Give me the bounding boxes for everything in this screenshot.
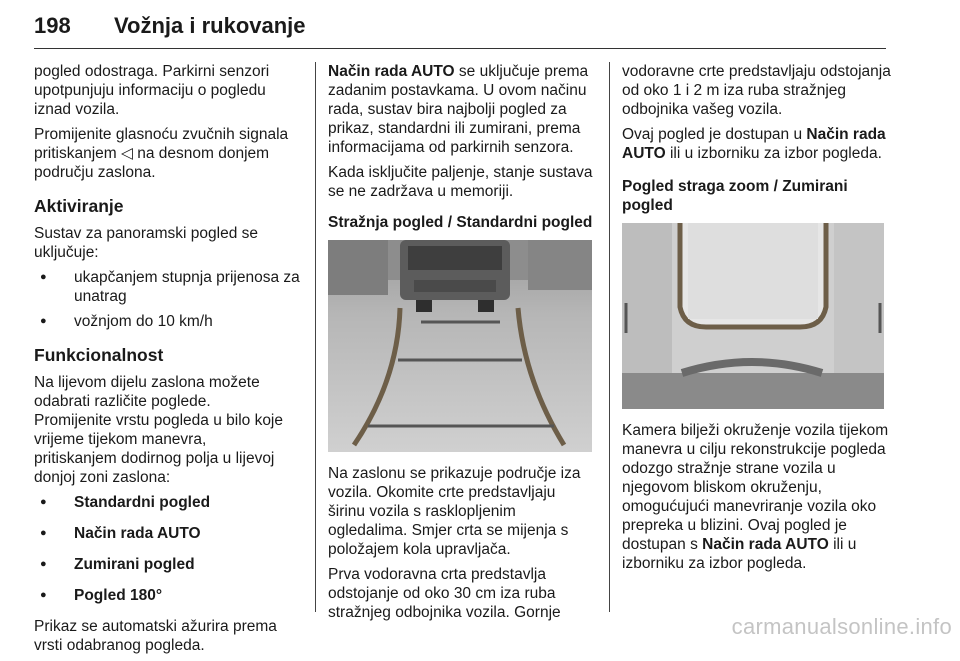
paragraph <box>622 125 892 163</box>
list-item: ● vožnjom do 10 km/h <box>34 312 304 331</box>
page-title: Vožnja i rukovanje <box>114 13 306 38</box>
view-list <box>34 493 304 605</box>
paragraph: Promijenite glasnoću zvučnih signala pritiskanjem ◁ na desnom donjem području zaslona. <box>34 126 289 181</box>
column-divider <box>315 62 316 612</box>
list-item: ● Standardni pogled <box>34 493 304 512</box>
column-divider <box>609 62 610 612</box>
heading-activation: Aktiviranje <box>34 196 124 216</box>
paragraph: vodoravne crte predstavljaju odstojanja od oko 1 i 2 m iza ruba stražnjeg odbojnika vašeg vozila. <box>622 63 891 118</box>
paragraph <box>622 421 892 573</box>
paragraph-text: ili u izborniku za izbor pogleda. <box>622 536 857 572</box>
paragraph <box>328 62 596 157</box>
paragraph: pogled odostraga. Parkirni senzori upotpunjuju informaciju o pogledu iznad vozila. <box>34 63 270 118</box>
paragraph: Prva vodoravna crta predstavlja odstojanje od oko 30 cm iza ruba stražnjeg odbojnika vozila. Gornje <box>328 566 561 621</box>
paragraph: Kada isključite paljenje, stanje sustava se ne zadržava u memoriji. <box>328 164 593 200</box>
column-middle <box>328 62 596 628</box>
paragraph: Prikaz se automatski ažurira prema vrsti odabranog pogleda. <box>34 618 277 654</box>
subheading-zoom-view: Pogled straga zoom / Zumirani pogled <box>622 178 848 214</box>
paragraph: Sustav za panoramski pogled se uključuje: <box>34 225 259 261</box>
list-item: ● Zumirani pogled <box>34 555 304 574</box>
paragraph: Promijenite vrstu pogleda u bilo koje vrijeme tijekom manevra, <box>34 412 283 448</box>
paragraph: pritiskanjem dodirnog polja u lijevoj donjoj zoni zaslona: <box>34 450 275 486</box>
page-number: 198 <box>34 13 71 38</box>
paragraph-text: Ovaj pogled je dostupan u <box>622 126 807 143</box>
subheading-standard-view: Stražnja pogled / Standardni pogled <box>328 214 593 231</box>
list-item: ● ukapčanjem stupnja prijenosa za unatrag <box>34 268 304 306</box>
paragraph-text: Kamera bilježi okruženje vozila tijekom manevra u cilju rekonstrukcije pogleda odozgo stražnje strane vozila u njegovom bliskom okruženju, omogućujući manevriranje vozila oko prepreka u blizini. Ovaj pogled je dostupan s <box>622 422 889 553</box>
bold-term: Način rada AUTO <box>622 126 886 162</box>
paragraph: Na zaslonu se prikazuje područje iza vozila. Okomite crte predstavljaju širinu vozila s rasklopljenim ogledalima. Smjer crta se mijenja s položajem kola upravljača. <box>328 465 581 558</box>
list-item: ● Pogled 180° <box>34 586 304 605</box>
page-header <box>34 4 886 49</box>
column-left <box>34 62 304 661</box>
paragraph-text: ili u izborniku za izbor pogleda. <box>665 145 882 162</box>
bold-term: Način rada AUTO <box>328 63 455 80</box>
activation-list <box>34 268 304 331</box>
paragraph: Na lijevom dijelu zaslona možete odabrati različite poglede. <box>34 374 260 410</box>
rear-camera-standard-image <box>328 240 592 452</box>
heading-function: Funkcionalnost <box>34 345 164 365</box>
bold-term: Način rada AUTO <box>702 536 829 553</box>
rear-camera-zoom-image <box>622 223 884 409</box>
list-item: ● Način rada AUTO <box>34 524 304 543</box>
column-right <box>622 62 892 579</box>
paragraph-text: se uključuje prema zadanim postavkama. U ovom načinu rada, sustav bira najbolji pogled za prikaz, standardni ili zumirani, prema informacijama od parkirnih senzora. <box>328 63 589 156</box>
watermark: carmanualsonline.info <box>731 614 952 639</box>
